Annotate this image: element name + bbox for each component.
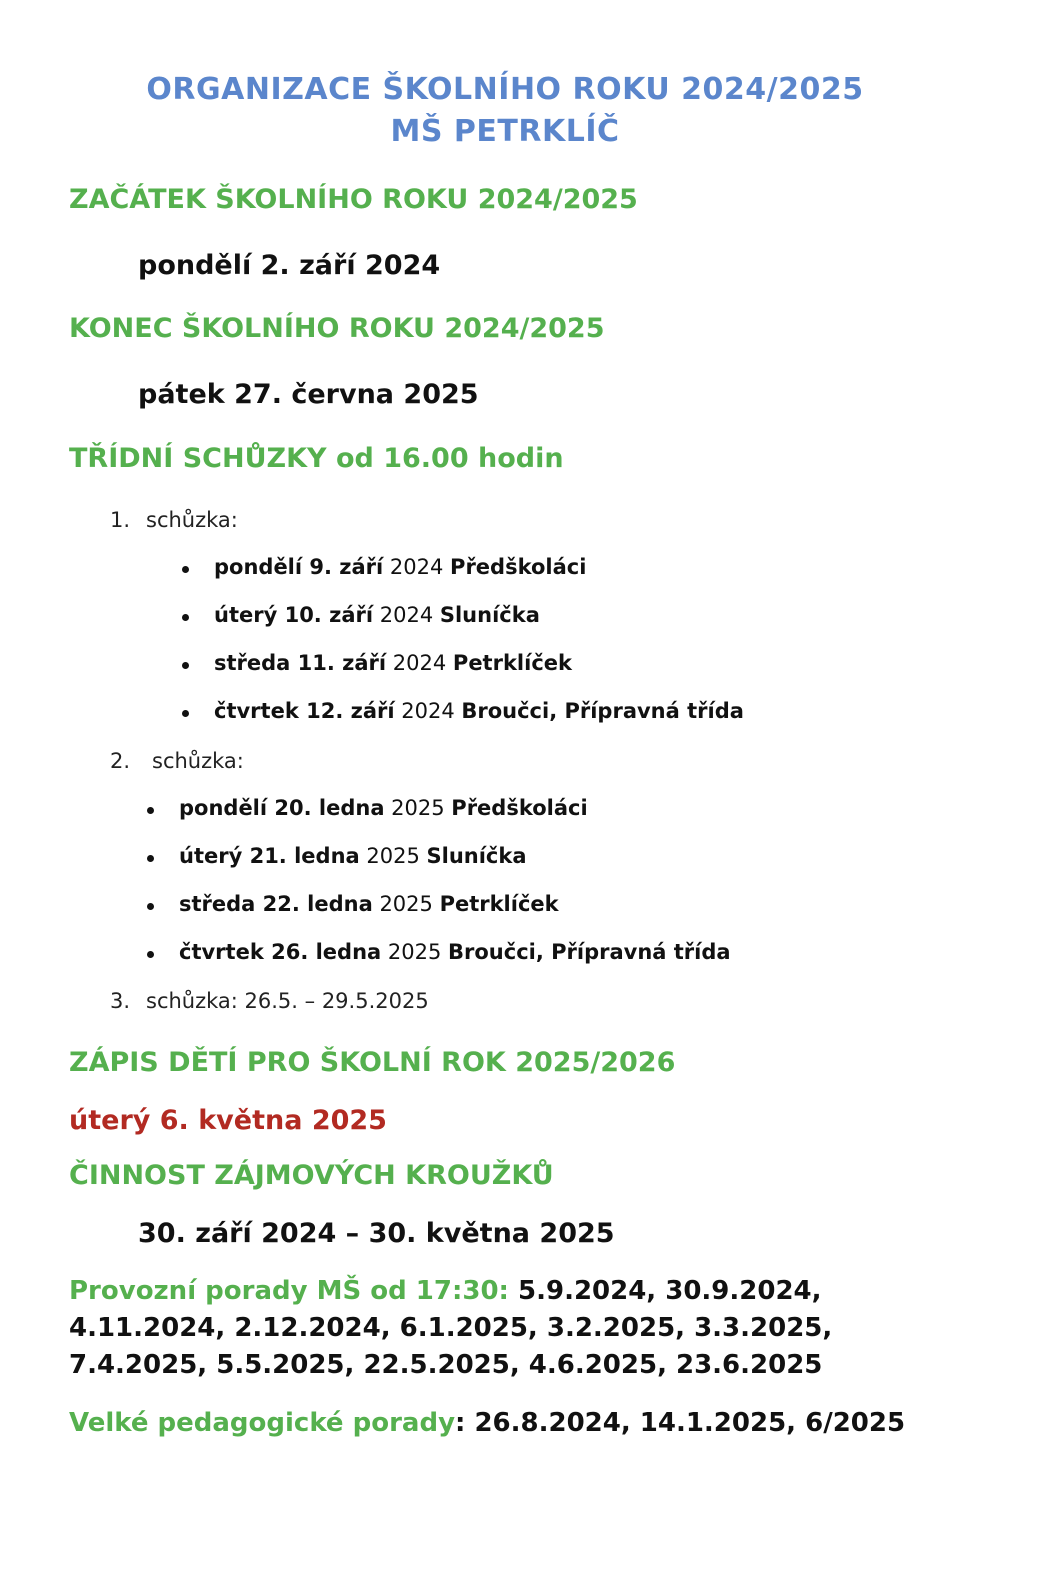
bullet-icon <box>182 662 189 669</box>
list-item: pondělí 20. ledna 2025 Předškoláci <box>179 796 588 820</box>
bullet-icon <box>147 951 154 958</box>
meetings-heading: TŘÍDNÍ SCHŮZKY od 16.00 hodin <box>69 443 564 474</box>
end-heading: KONEC ŠKOLNÍHO ROKU 2024/2025 <box>69 313 605 344</box>
bullet-icon <box>147 903 154 910</box>
pedagogical-dates: : 26.8.2024, 14.1.2025, 6/2025 <box>455 1408 906 1438</box>
bullet-icon <box>182 566 189 573</box>
list-item: úterý 21. ledna 2025 Sluníčka <box>179 844 527 868</box>
meeting-1-label: 1. schůzka: <box>110 508 238 532</box>
meeting-2-label: 2. schůzka: <box>110 749 244 773</box>
pedagogical-meetings <box>69 1405 969 1442</box>
start-date: pondělí 2. září 2024 <box>138 250 441 281</box>
operational-label: Provozní porady MŠ od 17:30: <box>69 1276 509 1306</box>
clubs-heading: ČINNOST ZÁJMOVÝCH KROUŽKŮ <box>69 1160 554 1191</box>
enrollment-heading: ZÁPIS DĚTÍ PRO ŠKOLNÍ ROK 2025/2026 <box>69 1047 676 1078</box>
start-heading: ZAČÁTEK ŠKOLNÍHO ROKU 2024/2025 <box>69 184 638 215</box>
list-item: čtvrtek 26. ledna 2025 Broučci, Přípravná třída <box>179 940 731 964</box>
document-title: ORGANIZACE ŠKOLNÍHO ROKU 2024/2025 <box>146 72 864 107</box>
clubs-dates: 30. září 2024 – 30. května 2025 <box>138 1218 615 1249</box>
end-date: pátek 27. června 2025 <box>138 379 479 410</box>
enrollment-date: úterý 6. května 2025 <box>69 1105 387 1136</box>
bullet-icon <box>182 710 189 717</box>
list-item: středa 11. září 2024 Petrklíček <box>214 651 572 675</box>
pedagogical-label: Velké pedagogické porady <box>69 1408 456 1438</box>
operational-dates: 5.9.2024, 30.9.2024, 4.11.2024, 2.12.2024, 6.1.2025, 3.2.2025, 3.3.2025, 7.4.2025, 5.5.2025, 22.5.2025, 4.6.2025, 23.6.2025 <box>69 1276 833 1380</box>
operational-meetings <box>69 1273 969 1384</box>
list-item: čtvrtek 12. září 2024 Broučci, Přípravná třída <box>214 699 744 723</box>
list-item: pondělí 9. září 2024 Předškoláci <box>214 555 586 579</box>
bullet-icon <box>147 855 154 862</box>
bullet-icon <box>182 614 189 621</box>
list-item: středa 22. ledna 2025 Petrklíček <box>179 892 559 916</box>
list-item: úterý 10. září 2024 Sluníčka <box>214 603 540 627</box>
bullet-icon <box>147 807 154 814</box>
school-name: MŠ PETRKLÍČ <box>390 114 620 149</box>
meeting-3-label: 3. schůzka: 26.5. – 29.5.2025 <box>110 989 429 1013</box>
